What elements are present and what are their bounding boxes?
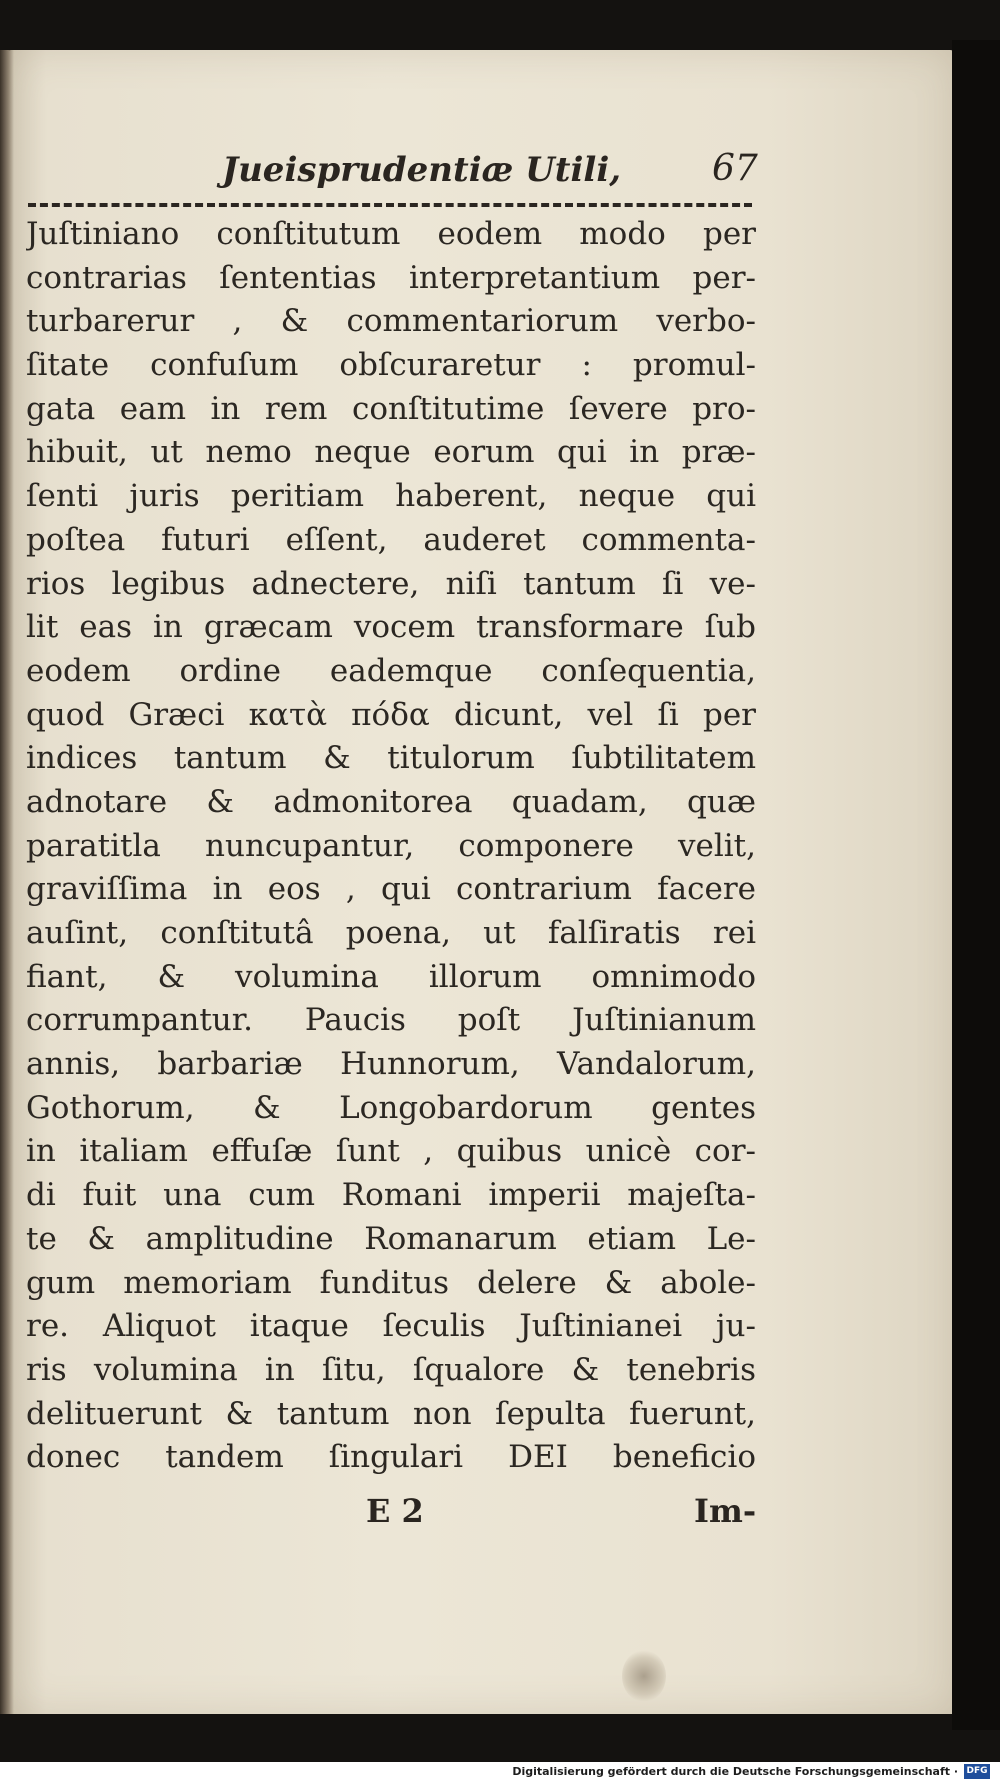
text-line: hibuit, ut nemo neque eorum qui in præ-	[26, 434, 756, 471]
page-number: 67	[712, 148, 758, 189]
text-line: contrarias ſententias interpretantium per-	[26, 259, 756, 296]
text-line: corrumpantur. Paucis poſt Juſtinianum	[26, 1002, 756, 1039]
text-line: Juſtiniano conſtitutum eodem modo per	[26, 216, 756, 252]
text-line: turbarerur , & commentariorum verbo-	[26, 303, 756, 340]
text-line: gum memoriam funditus delere & abole-	[26, 1264, 756, 1301]
text-line: lit eas in græcam vocem transformare ſub	[26, 609, 756, 646]
text-line: quod Græci κατὰ πόδα dicunt, vel ſi per	[26, 696, 756, 733]
text-line: in italiam effuſæ ſunt , quibus unicè cor-	[26, 1133, 756, 1170]
scan-background-edge	[952, 40, 1000, 1730]
dfg-logo-icon: DFG	[964, 1764, 990, 1779]
text-line: poſtea futuri eſſent, auderet commenta-	[26, 521, 756, 558]
page-stain	[622, 1650, 666, 1702]
body-text	[26, 213, 756, 1480]
signature-mark: E 2	[366, 1492, 424, 1530]
running-head: Jueisprudentiæ Utili,	[222, 150, 622, 190]
text-line: annis, barbariæ Hunnorum, Vandalorum,	[26, 1046, 756, 1083]
text-line: adnotare & admonitorea quadam, quæ	[26, 783, 756, 820]
text-line: fiant, & volumina illorum omnimodo	[26, 958, 756, 995]
footer-credit: Digitalisierung gefördert durch die Deutsche Forschungsgemeinschaft ·	[512, 1765, 958, 1778]
text-line: ſitate confuſum obſcuraretur : promul-	[26, 347, 756, 384]
text-line: graviſſima in eos , qui contrarium facere	[26, 871, 756, 908]
text-line: rios legibus adnectere, niſi tantum ſi ve-	[26, 565, 756, 602]
text-line: paratitla nuncupantur, componere velit,	[26, 827, 756, 864]
text-line: gata eam in rem conſtitutime ſevere pro-	[26, 390, 756, 427]
text-line: te & amplitudine Romanarum etiam Le-	[26, 1220, 756, 1257]
book-spine-shadow	[0, 50, 14, 1714]
text-line: ſenti juris peritiam haberent, neque qui	[26, 478, 756, 515]
text-line: auſint, conſtitutâ poena, ut falſiratis rei	[26, 915, 756, 951]
text-line: re. Aliquot itaque ſeculis Juſtinianei ju-	[26, 1308, 756, 1345]
text-line: indices tantum & titulorum ſubtilitatem	[26, 740, 756, 777]
text-line: eodem ordine eademque conſequentia,	[26, 652, 756, 689]
text-line: ris volumina in ſitu, ſqualore & tenebris	[26, 1351, 756, 1388]
catchword: Im-	[694, 1492, 757, 1530]
text-line: di fuit una cum Romani imperii majeſta-	[26, 1177, 756, 1214]
text-line: Gothorum, & Longobardorum gentes	[26, 1089, 756, 1126]
header-rule	[28, 203, 752, 207]
text-line: donec tandem ſingulari DEI beneficio	[26, 1439, 756, 1476]
text-line: delituerunt & tantum non ſepulta fuerunt,	[26, 1395, 756, 1432]
